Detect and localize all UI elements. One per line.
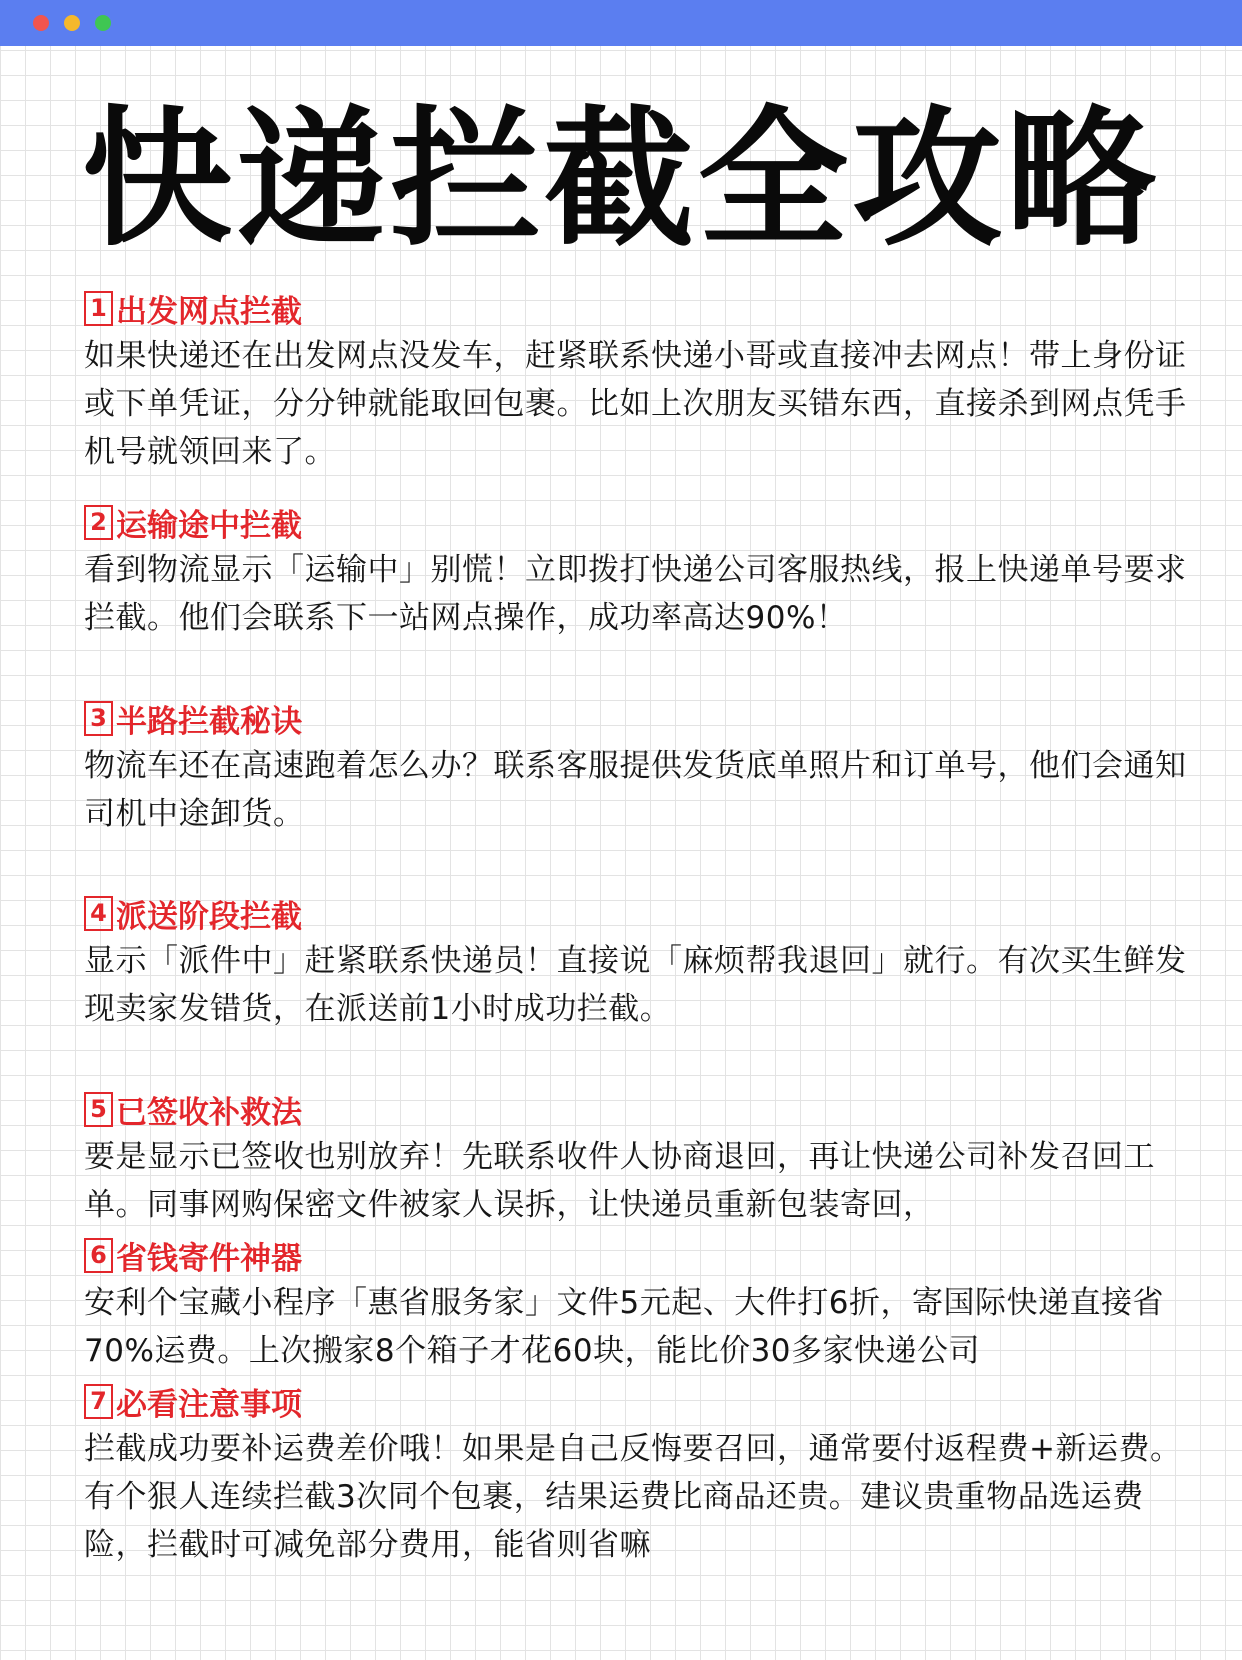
- section-heading: [84, 1379, 1194, 1423]
- section-body: 看到物流显示「运输中」别慌！立即拨打快递公司客服热线，报上快递单号要求拦截。他们会联系下一站网点操作，成功率高达90%！: [84, 552, 1187, 636]
- maximize-window-dot-icon[interactable]: [95, 15, 111, 31]
- close-window-dot-icon[interactable]: [33, 15, 49, 31]
- section-number-badge: 5: [84, 1092, 113, 1127]
- section-heading-text: 运输途中拦截: [116, 507, 302, 544]
- section-heading-text: 必看注意事项: [116, 1386, 302, 1423]
- section-heading-text: 派送阶段拦截: [116, 898, 302, 935]
- section-heading-text: 半路拦截秘诀: [116, 703, 302, 740]
- section-body: 安利个宝藏小程序「惠省服务家」文件5元起、大件打6折，寄国际快递直接省70%运费。上次搬家8个箱子才花60块，能比价30多家快递公司: [84, 1285, 1164, 1369]
- section-heading-text: 省钱寄件神器: [116, 1240, 302, 1277]
- section-body: 拦截成功要补运费差价哦！如果是自己反悔要召回，通常要付返程费+新运费。有个狠人连续拦截3次同个包裹，结果运费比商品还贵。建议贵重物品选运费险，拦截时可减免部分费用，能省则省嘛: [84, 1431, 1182, 1563]
- section-number-badge: 6: [84, 1238, 113, 1273]
- section-body: 要是显示已签收也别放弃！先联系收件人协商退回，再让快递公司补发召回工单。同事网购保密文件被家人误拆，让快递员重新包装寄回，: [84, 1139, 1155, 1223]
- section-heading: [84, 286, 1194, 330]
- section-number-badge: 1: [84, 291, 113, 326]
- section-1: [84, 286, 1194, 476]
- section-body: 物流车还在高速跑着怎么办？联系客服提供发货底单照片和订单号，他们会通知司机中途卸货。: [84, 748, 1187, 832]
- section-heading: [84, 1087, 1194, 1131]
- section-heading-text: 出发网点拦截: [116, 293, 302, 330]
- section-2: [84, 500, 1194, 642]
- section-7: [84, 1379, 1194, 1569]
- section-body: 如果快递还在出发网点没发车，赶紧联系快递小哥或直接冲去网点！带上身份证或下单凭证，分分钟就能取回包裹。比如上次朋友买错东西，直接杀到网点凭手机号就领回来了。: [84, 338, 1187, 470]
- section-3: [84, 696, 1194, 838]
- section-number-badge: 7: [84, 1384, 113, 1419]
- section-4: [84, 891, 1194, 1033]
- section-heading: [84, 891, 1194, 935]
- section-6: [84, 1233, 1194, 1375]
- section-number-badge: 4: [84, 896, 113, 931]
- minimize-window-dot-icon[interactable]: [64, 15, 80, 31]
- section-number-badge: 3: [84, 701, 113, 736]
- section-heading-text: 已签收补救法: [116, 1094, 302, 1131]
- section-number-badge: 2: [84, 505, 113, 540]
- page-title: 快递拦截全攻略: [81, 93, 1160, 267]
- section-5: [84, 1087, 1194, 1229]
- section-body: 显示「派件中」赶紧联系快递员！直接说「麻烦帮我退回」就行。有次买生鲜发现卖家发错货，在派送前1小时成功拦截。: [84, 943, 1187, 1027]
- section-heading: [84, 500, 1194, 544]
- section-heading: [84, 1233, 1194, 1277]
- window-title-bar: [0, 0, 1242, 46]
- section-heading: [84, 696, 1194, 740]
